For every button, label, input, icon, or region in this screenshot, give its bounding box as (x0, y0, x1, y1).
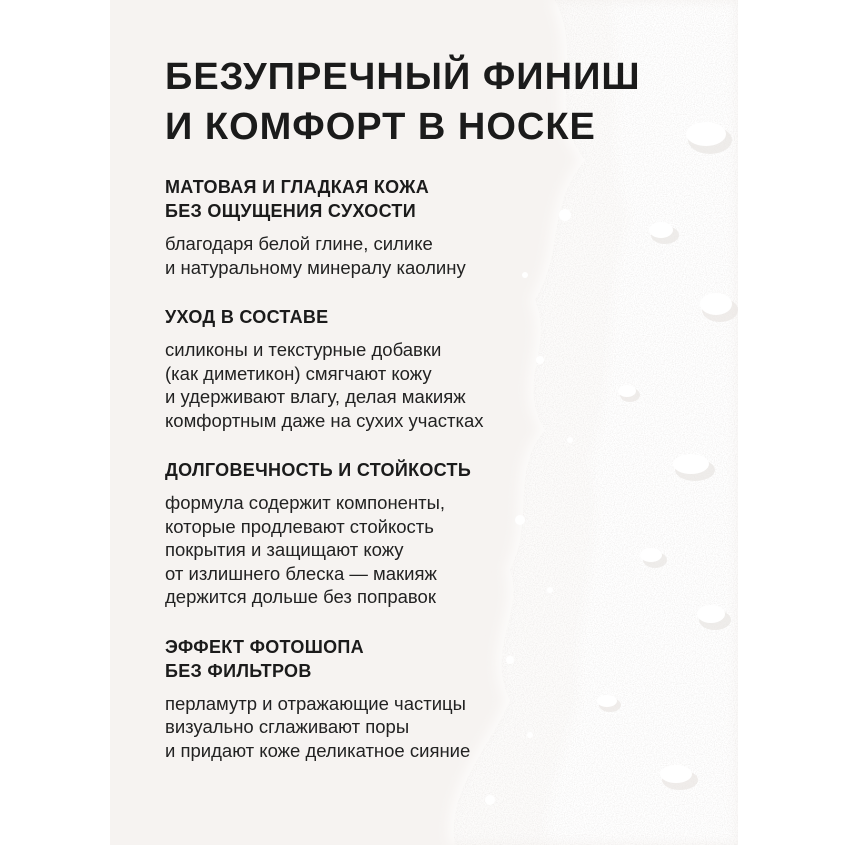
feature-text-line: визуально сглаживают поры (165, 716, 410, 737)
feature-heading-line: МАТОВАЯ И ГЛАДКАЯ КОЖА (165, 177, 430, 197)
feature-heading (165, 635, 685, 683)
feature-item-durability (165, 458, 685, 609)
feature-text-line: и придают коже деликатное сияние (165, 739, 471, 761)
feature-heading-line: ЭФФЕКТ ФОТОШОПА (165, 636, 364, 657)
feature-text-line: от излишнего блеска — макияж (165, 562, 437, 584)
content (165, 52, 685, 788)
feature-heading-line: БЕЗ ФИЛЬТРОВ (165, 660, 312, 681)
feature-text-line: которые продлевают стойкость (165, 515, 434, 537)
feature-heading-line: БЕЗ ОЩУЩЕНИЯ СУХОСТИ (165, 201, 416, 221)
title-line: БЕЗУПРЕЧНЫЙ ФИНИШ (165, 56, 641, 98)
title-line: И КОМФОРТ В НОСКЕ (165, 106, 596, 148)
feature-text-line: силиконы и текстурные добавки (165, 339, 442, 360)
feature-item-photoshop-effect (165, 635, 685, 763)
feature-description (165, 491, 685, 609)
feature-description (165, 232, 685, 279)
feature-heading (165, 175, 685, 223)
feature-list (165, 175, 685, 762)
feature-heading (165, 458, 685, 482)
feature-text-line: держится дольше без поправок (165, 586, 436, 607)
feature-text-line: и натуральному минералу каолину (165, 256, 466, 278)
feature-text-line: формула содержит компоненты, (165, 492, 446, 513)
feature-item-care (165, 305, 685, 432)
feature-heading-line: УХОД В СОСТАВЕ (165, 307, 329, 327)
page-title (165, 52, 685, 152)
feature-heading (165, 305, 685, 329)
product-info-card (110, 0, 738, 845)
feature-text-line: благодаря белой глине, силике (165, 233, 433, 254)
feature-text-line: и удерживают влагу, делая макияж (165, 386, 466, 407)
feature-text-line: (как диметикон) смягчают кожу (165, 362, 432, 384)
feature-text-line: покрытия и защищают кожу (165, 539, 404, 560)
feature-text-line: комфортным даже на сухих участках (165, 409, 484, 431)
feature-item-matte (165, 175, 685, 279)
feature-text-line: перламутр и отражающие частицы (165, 692, 466, 714)
feature-heading-line: ДОЛГОВЕЧНОСТЬ И СТОЙКОСТЬ (165, 460, 472, 480)
feature-description (165, 692, 685, 763)
feature-description (165, 338, 685, 432)
